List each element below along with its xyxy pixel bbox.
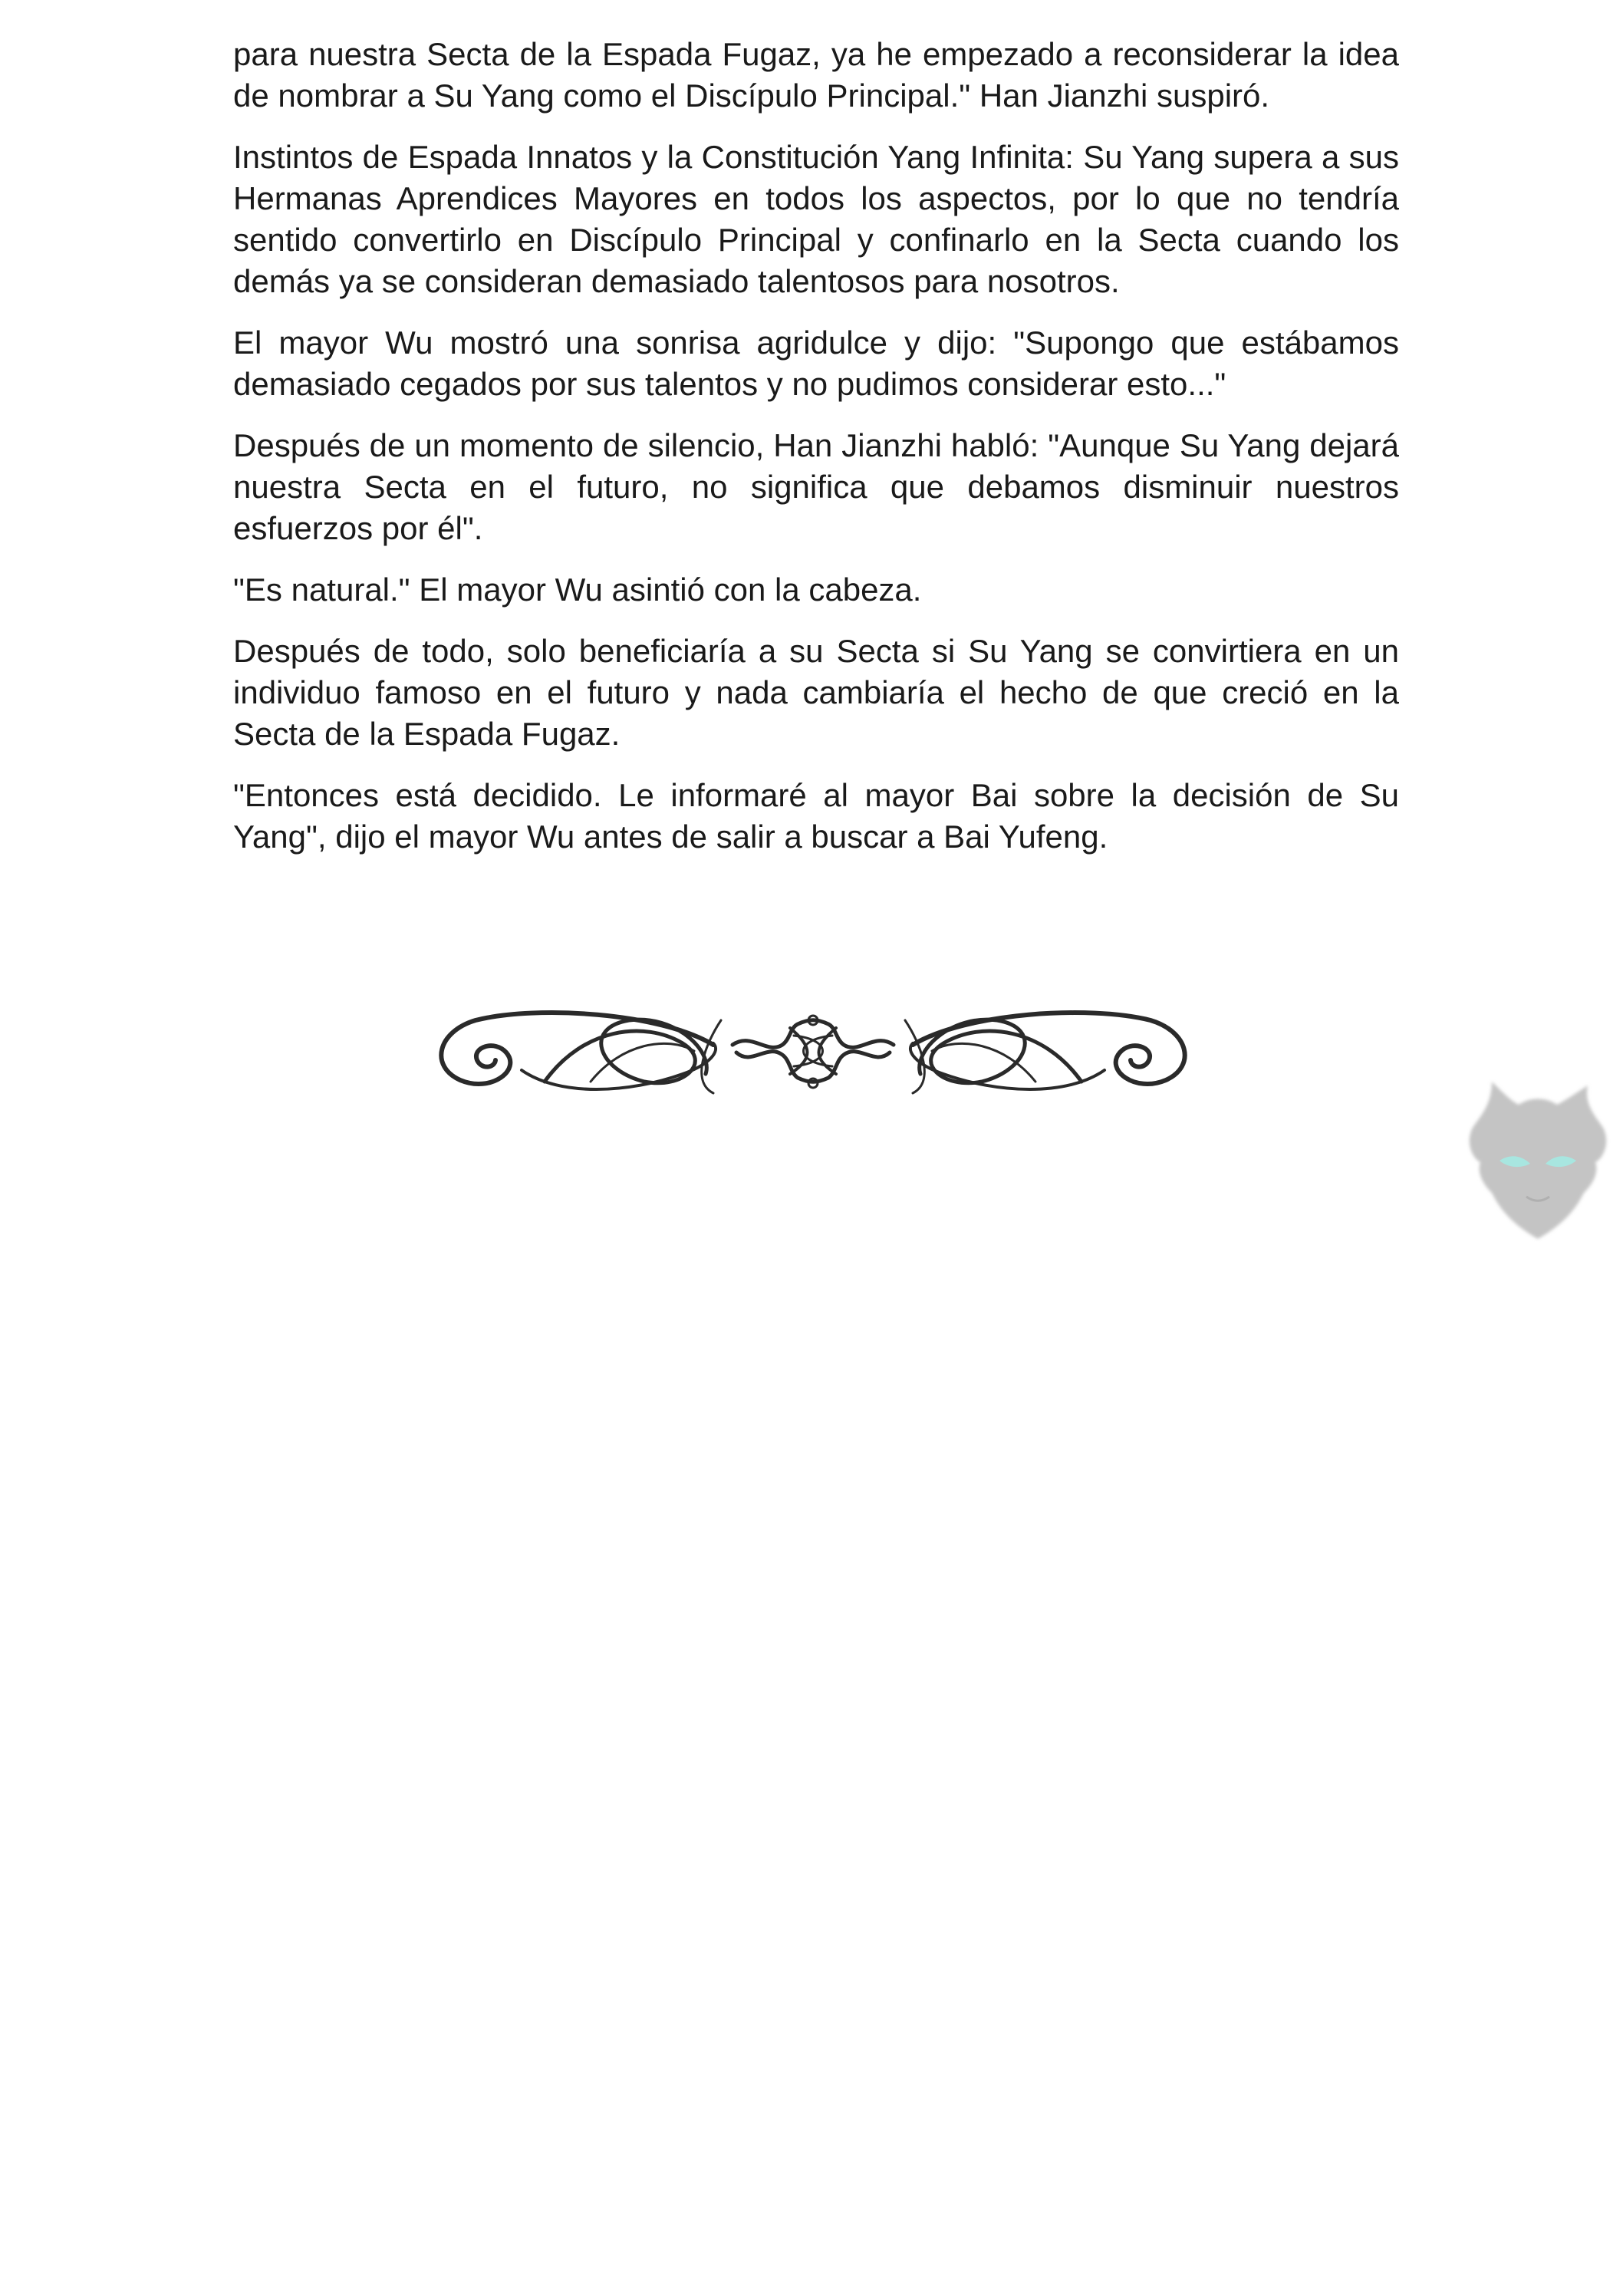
paragraph-4: Después de un momento de silencio, Han Jianzhi habló: "Aunque Su Yang dejará nuestra Secta en el futuro, no significa que debamos disminuir nuestros esfuerzos por él". — [233, 427, 1399, 546]
text-column — [233, 34, 1399, 878]
paragraph-7: "Entonces está decidido. Le informaré al mayor Bai sobre la decisión de Su Yang", dijo el mayor Wu antes de salir a buscar a Bai Yufeng. — [233, 777, 1399, 855]
flourish-divider-icon — [430, 997, 1197, 1105]
paragraph-1: para nuestra Secta de la Espada Fugaz, ya he empezado a reconsiderar la idea de nombrar a Su Yang como el Discípulo Principal." Han Jianzhi suspiró. — [233, 36, 1399, 114]
paragraph-3: El mayor Wu mostró una sonrisa agridulce y dijo: "Supongo que estábamos demasiado cegados por sus talentos y no pudimos considerar esto..." — [233, 324, 1399, 402]
paragraph-5: "Es natural." El mayor Wu asintió con la cabeza. — [233, 572, 922, 608]
demon-head-watermark-icon — [1461, 1070, 1615, 1247]
paragraph-2: Instintos de Espada Innatos y la Constitución Yang Infinita: Su Yang supera a sus Hermanas Aprendices Mayores en todos los aspectos, por lo que no tendría sentido convertirlo en Discípulo Principal y confinarlo en la Secta cuando los demás ya se consideran demasiado talentosos para nosotros. — [233, 139, 1399, 299]
paragraph-6: Después de todo, solo beneficiaría a su Secta si Su Yang se convirtiera en un individuo famoso en el futuro y nada cambiaría el hecho de que creció en la Secta de la Espada Fugaz. — [233, 633, 1399, 752]
